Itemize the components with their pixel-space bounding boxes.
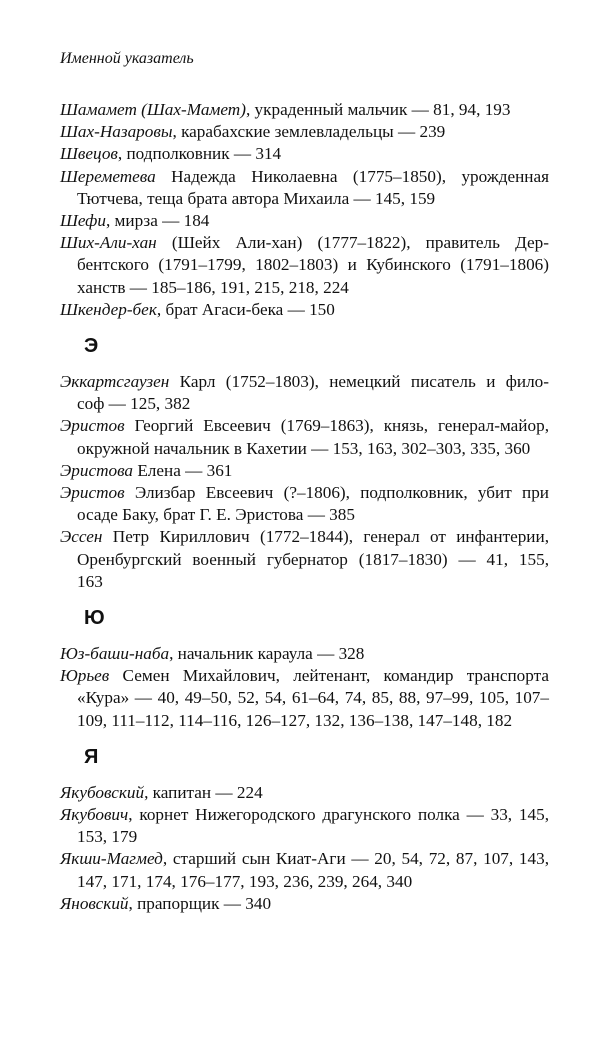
entry-name: Шереметева bbox=[60, 166, 156, 186]
entry-text: Карл (1752–1803), немецкий писатель и фило- bbox=[169, 372, 549, 392]
entry-text: , брат Агаси-бека — 150 bbox=[156, 299, 335, 319]
entry-text-continuation: 109, 111–112, 114–116, 126–127, 132, 136–138, 147–148, 182 bbox=[77, 710, 513, 730]
entry-name: Шах-Назаровы bbox=[60, 122, 173, 142]
entry-name: Яновский bbox=[60, 893, 129, 913]
entry-text-continuation: ханств — 185–186, 191, 215, 218, 224 bbox=[77, 277, 349, 297]
section-letter: Я bbox=[84, 745, 99, 768]
entry-text: Елена — 361 bbox=[133, 460, 233, 480]
entry-text: , мирза — 184 bbox=[105, 211, 210, 231]
section-letter: Ю bbox=[84, 607, 105, 630]
entry-name: Эристов bbox=[60, 416, 125, 436]
index-entry bbox=[60, 232, 549, 299]
entry-name: Шкендер-бек bbox=[60, 299, 157, 319]
entry-name: Якубович bbox=[60, 805, 129, 825]
entry-text-continuation: соф — 125, 382 bbox=[77, 394, 191, 414]
entry-text: , подполковник — 314 bbox=[117, 144, 282, 164]
entry-name: Шамамет (Шах-Мамет) bbox=[60, 100, 246, 119]
index-section bbox=[60, 745, 549, 915]
index-entry bbox=[60, 99, 549, 121]
entry-name: Эристова bbox=[60, 460, 134, 480]
entry-name: Эккартсгаузен bbox=[60, 372, 170, 392]
index-entry bbox=[60, 299, 549, 321]
entry-text-continuation: 147, 171, 174, 176–177, 193, 236, 239, 264, 340 bbox=[77, 871, 413, 891]
entry-text-continuation: «Кура» — 40, 49–50, 52, 54, 61–64, 74, 85, 88, 97–99, 105, 107– bbox=[77, 688, 549, 708]
entry-name: Юз-баши-наба bbox=[60, 644, 170, 664]
index-entry bbox=[60, 210, 549, 232]
entry-text: , корнет Нижегородского драгунского полка — 33, 145, bbox=[128, 805, 549, 825]
index-section bbox=[60, 334, 549, 593]
entry-text: (Шейх Али-хан) (1777–1822), правитель Дер- bbox=[156, 233, 549, 253]
index-entry bbox=[60, 526, 549, 593]
entry-text-continuation: Тютчева, теща брата автора Михаила — 145, 159 bbox=[77, 188, 436, 208]
entry-name: Шефи bbox=[60, 211, 106, 231]
entry-text: , старший сын Киат-Аги — 20, 54, 72, 87, 107, 143, bbox=[162, 849, 549, 869]
index-entry bbox=[60, 804, 549, 848]
entry-text: Георгий Евсеевич (1769–1863), князь, генерал-майор, bbox=[124, 416, 549, 436]
index-entry bbox=[60, 121, 549, 143]
index-entry bbox=[60, 848, 549, 892]
entry-text: Петр Кириллович (1772–1844), генерал от инфантерии, bbox=[102, 527, 549, 547]
entry-text: Семен Михайлович, лейтенант, командир транспорта bbox=[109, 666, 549, 686]
entry-text-continuation: 163 bbox=[77, 571, 103, 591]
entry-text-continuation: Оренбургский военный губернатор (1817–1830) — 41, 155, bbox=[77, 549, 549, 569]
index-section bbox=[60, 99, 549, 321]
entry-text: Надежда Николаевна (1775–1850), урожденная bbox=[155, 166, 549, 186]
name-index bbox=[60, 99, 549, 915]
entry-name: Эристов bbox=[60, 483, 125, 503]
entry-text: , украденный мальчик — 81, 94, 193 bbox=[245, 100, 511, 119]
entry-text: , карабахские землевладельцы — 239 bbox=[172, 122, 446, 142]
entry-name: Ших-Али-хан bbox=[60, 233, 157, 253]
index-entry bbox=[60, 143, 549, 165]
index-entry bbox=[60, 415, 549, 459]
entry-name: Юрьев bbox=[60, 666, 110, 686]
entry-text-continuation: бентского (1791–1799, 1802–1803) и Кубинского (1791–1806) bbox=[77, 255, 549, 275]
entry-text: Элизбар Евсеевич (?–1806), подполковник, убит при bbox=[124, 483, 549, 503]
index-entry bbox=[60, 460, 549, 482]
index-entry bbox=[60, 782, 549, 804]
index-section bbox=[60, 606, 549, 732]
index-entry bbox=[60, 893, 549, 915]
entry-text-continuation: осаде Баку, брат Г. Е. Эристова — 385 bbox=[77, 505, 355, 525]
entry-name: Эссен bbox=[60, 527, 103, 547]
entry-text-continuation: окружной начальник в Кахетии — 153, 163, 302–303, 335, 360 bbox=[77, 438, 531, 458]
entry-name: Швецов bbox=[60, 144, 118, 164]
entry-text-continuation: 153, 179 bbox=[77, 827, 138, 847]
index-entry bbox=[60, 643, 549, 665]
entry-text: , прапорщик — 340 bbox=[128, 893, 272, 913]
entry-name: Якши-Магмед bbox=[60, 849, 163, 869]
entry-name: Якубовский bbox=[60, 782, 145, 802]
running-head: Именной указатель bbox=[60, 50, 194, 67]
entry-text: , капитан — 224 bbox=[144, 782, 263, 802]
index-entry bbox=[60, 665, 549, 732]
section-letter: Э bbox=[84, 335, 99, 358]
index-entry bbox=[60, 371, 549, 415]
index-entry bbox=[60, 166, 549, 210]
index-entry bbox=[60, 482, 549, 526]
entry-text: , начальник караула — 328 bbox=[169, 644, 365, 664]
